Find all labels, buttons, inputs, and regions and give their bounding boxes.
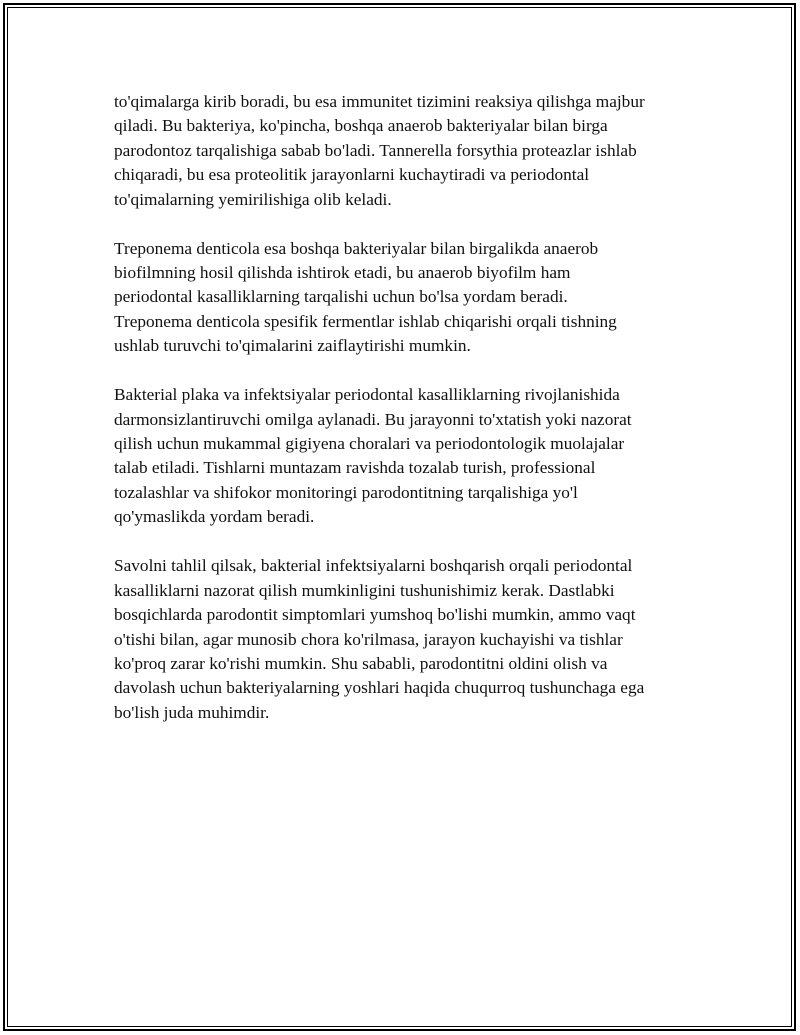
text-line: ko'proq zarar ko'rishi mumkin. Shu sababli, parodontitni oldini olish va [114,653,608,673]
paragraph-4 [114,554,694,725]
text-line: darmonsizlantiruvchi omilga aylanadi. Bu jarayonni to'xtatish yoki nazorat [114,409,632,429]
text-line: Bakterial plaka va infektsiyalar periodontal kasalliklarning rivojlanishida [114,385,620,405]
text-line: davolash uchun bakteriyalarning yoshlari haqida chuqurroq tushunchaga ega [114,678,645,698]
paragraph-2 [114,237,694,359]
text-line: o'tishi bilan, agar munosib chora ko'rilmasa, jarayon kuchayishi va tishlar [114,629,623,649]
text-line: bo'lish juda muhimdir. [114,702,270,722]
text-line: qiladi. Bu bakteriya, ko'pincha, boshqa anaerob bakteriyalar bilan birga [114,116,608,136]
paragraph-3 [114,383,694,529]
text-line: to'qimalarning yemirilishiga olib keladi. [114,189,392,209]
text-line: talab etiladi. Tishlarni muntazam ravishda tozalab turish, professional [114,458,596,478]
text-line: Savolni tahlil qilsak, bakterial infektsiyalarni boshqarish orqali periodontal [114,556,633,576]
text-line: qo'ymaslikda yordam beradi. [114,507,315,527]
text-line: periodontal kasalliklarning tarqalishi uchun bo'lsa yordam beradi. [114,287,568,307]
text-line: bosqichlarda parodontit simptomlari yumshoq bo'lishi mumkin, ammo vaqt [114,605,636,625]
text-line: qilish uchun mukammal gigiyena choralari va periodontologik muolajalar [114,434,625,454]
text-line: tozalashlar va shifokor monitoringi parodontitning tarqalishiga yo'l [114,482,578,502]
text-line: Treponema denticola spesifik fermentlar ishlab chiqarishi orqali tishning [114,311,617,331]
text-line: Treponema denticola esa boshqa bakteriyalar bilan birgalikda anaerob [114,238,599,258]
text-line: to'qimalarga kirib boradi, bu esa immunitet tizimini reaksiya qilishga majbur [114,92,645,111]
document-body [114,90,694,750]
text-line: ushlab turuvchi to'qimalarini zaiflaytirishi mumkin. [114,336,471,356]
text-line: biofilmning hosil qilishda ishtirok etadi, bu anaerob biyofilm ham [114,263,571,283]
paragraph-1 [114,90,694,212]
text-line: chiqaradi, bu esa proteolitik jarayonlarni kuchaytiradi va periodontal [114,165,590,185]
text-line: parodontoz tarqalishiga sabab bo'ladi. Tannerella forsythia proteazlar ishlab [114,140,637,160]
text-line: kasalliklarni nazorat qilish mumkinligini tushunishimiz kerak. Dastlabki [114,580,615,600]
